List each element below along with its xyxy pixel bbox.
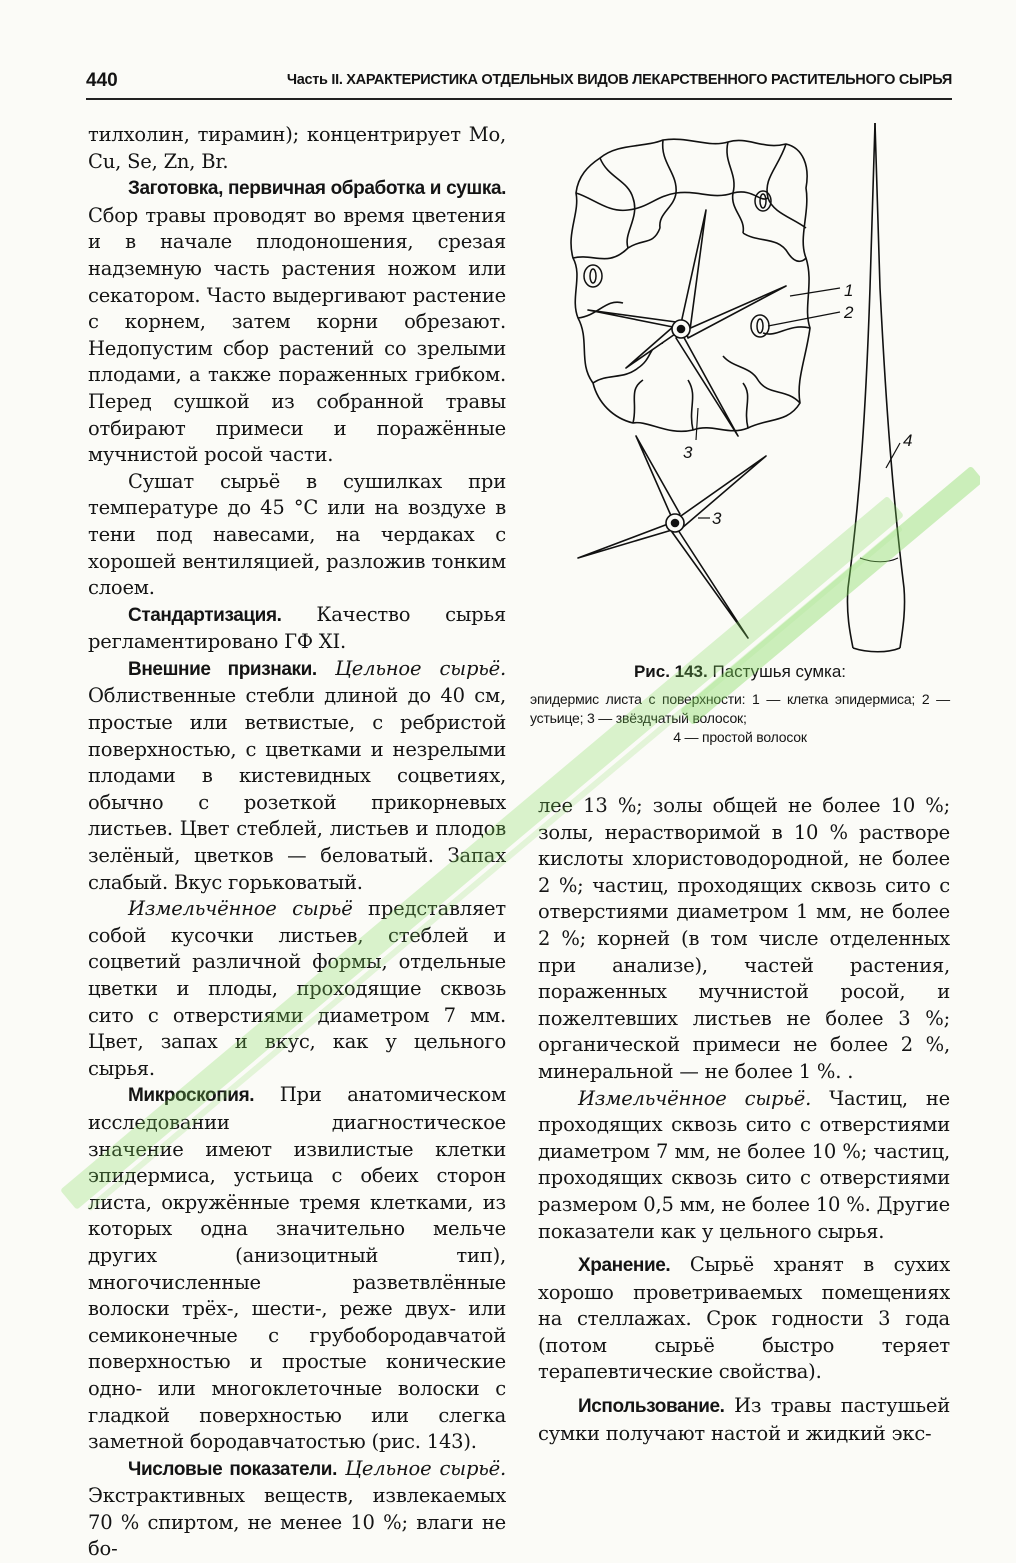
paragraph-numeric-indicators: Числовые показатели. Цельное сырьё. Экстрактивных веществ, извлекаемых 70 % спиртом, не менее 10 %; влаги не бо- [88,1456,506,1561]
heading-usage: Использование. [578,1396,725,1418]
right-column [538,793,950,1447]
cell-wall [743,233,806,261]
paragraph-harvest: Заготовка, первичная обработка и сушка. Сбор травы проводят во время цветения и в начале плодоношения, срезая надземную часть растения ножом или секатором. Часто выдергивают растение с корнем, затем корни обрезают. Недопустим сбор растений со зрелыми плодами, а также пораженных грибком. Перед сушкой из собранной травы отбирают примеси и поражённые мучнистой росой части. [88,178,506,467]
caption-description: эпидермис листа с поверхности: 1 — клетка эпидермиса; 2 — устьице; 3 — звёздчатый волосок; 4 — простой волосок [530,691,950,745]
heading-harvest: Заготовка, первичная обработка и сушка. [128,178,506,200]
cell-wall [743,383,748,428]
paragraph-standardization: Стандартизация. Качество сырья регламентировано ГФ XI. [88,602,506,654]
paragraph-storage: Хранение. Сырьё хранят в сухих хорошо проветриваемых помещениях на стеллажах. Срок годности 3 года (потом сырьё быстро теряет терапевтические свойства). [538,1253,950,1384]
running-title: Часть II. ХАРАКТЕРИСТИКА ОТДЕЛЬНЫХ ВИДОВ ЛЕКАРСТВЕННОГО РАСТИТЕЛЬНОГО СЫРЬЯ [286,72,952,88]
cell-wall [600,158,635,248]
heading-standardization: Стандартизация. [128,604,282,626]
cell-wall [767,144,806,228]
cell-wall [576,192,768,210]
figure-label-1: 1 [844,281,854,300]
cell-wall [723,356,800,403]
cell-wall [633,380,643,423]
paragraph-composition-end: тилхолин, тирамин); концентрирует Mo, Cu, Se, Zn, Br. [88,123,506,173]
figure-143-drawing [548,118,958,663]
cell-wall [573,228,660,259]
heading-external-features: Внешние признаки. [128,658,317,680]
heading-numeric-indicators: Числовые показатели. [128,1458,337,1480]
left-column [88,122,506,1563]
figure-label-3b: 3 [712,509,722,528]
running-header [86,68,952,100]
cell-wall [727,142,743,233]
heading-storage: Хранение. [578,1255,671,1277]
caption-title: Рис. 143. Пастушья сумка: [633,662,847,681]
paragraph-crushed-indicators: Измельчённое сырьё. Частиц, не проходящих сквозь сито с отверстиями диаметром 7 мм, не более 10 %; частиц, проходящих сквозь сито с отверстиями размером 0,5 мм, не более 10 %. Другие показатели как у цельного сырья. [538,1086,950,1243]
simple-hair [847,123,904,652]
page-number: 440 [86,70,118,91]
figure-caption [530,660,950,747]
paragraph-crushed-material: Измельчённое сырьё представляет собой кусочки листьев, стеблей и соцветий различной формы, отдельные цветки и плоды, проходящие сквозь сито с отверстиями диаметром 7 мм. Цвет, запах и вкус, как у цельного сырья. [88,897,506,1080]
paragraph-external-features: Внешние признаки. Цельное сырьё. Облиственные стебли длиной до 40 см, простые или ветвистые, с ребристой поверхностью, с цветками и незрелыми плодами в кистевидных соцветиях, обычно с розеткой прикорневых листьев. Цвет стеблей, листьев и плодов зелёный, цветков — беловатый. Запах слабый. Вкус горьковатый. [88,656,506,894]
paragraph-numeric-continued: лее 13 %; золы общей не более 10 %; золы, нерастворимой в 10 % растворе кислоты хлористоводородной, не более 2 %; частиц, проходящих сквозь сито с отверстиями диаметром 1 мм, не более 2 %; корней (в том числе отделенных при анализе), частей растения, пораженных мучнистой росой, и пожелтевших листьев не более 3 %; органической примеси не более 2 %, минеральной — не более 1 %. . [538,794,950,1083]
paragraph-usage: Использование. Из травы пастушьей сумки получают настой и жидкий экс- [538,1394,950,1445]
figure-label-2: 2 [844,303,854,322]
cell-wall [660,140,676,228]
figure-label-3: 3 [683,443,693,462]
cell-wall [763,327,810,334]
heading-microscopy: Микроскопия. [128,1085,255,1107]
stellate-hair-detached [578,436,766,638]
paragraph-microscopy: Микроскопия. При анатомическом исследовании диагностическое значение имеют извилистые клетки эпидермиса, устьица с обеих сторон листа, окружённые тремя клетками, из которых одна значительно мельче других (анизоцитный тип), многочисленные разветвлённые волоски трёх-, шести-, реже двух- или семиконечные с грубобородавчатой поверхностью и простые конические одно- или многоклеточные волоски с гладкой поверхностью или слегка заметной бородавчатостью (рис. 143). [88,1083,506,1454]
stellate-hair-attached [588,210,786,436]
paragraph-drying: Сушат сырьё в сушилках при температуре до 45 °С или на воздухе в тени под навесами, на чердаках с хорошей вентиляцией, разложив тонким слоем. [88,469,506,600]
cell-wall [688,380,693,430]
figure-label-4: 4 [903,431,913,450]
